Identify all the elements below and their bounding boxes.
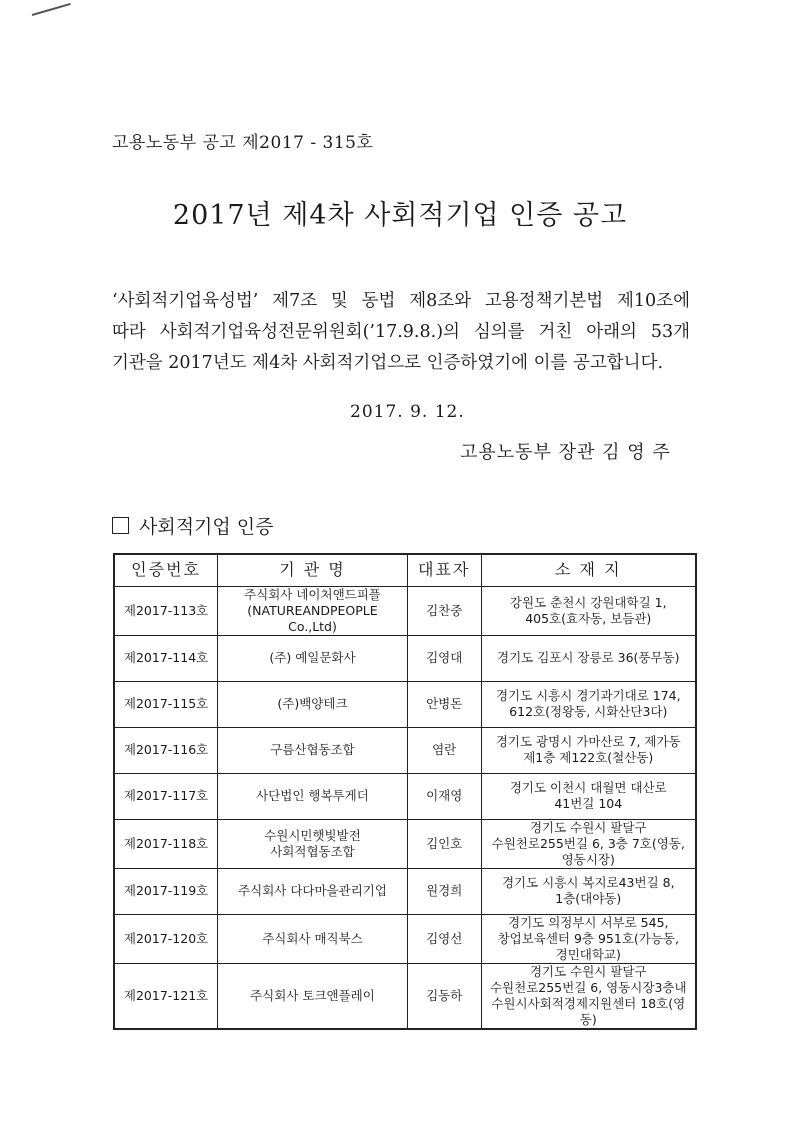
cert-number: 제2017-116호 (114, 727, 218, 773)
certification-table (113, 553, 697, 1030)
cert-number: 제2017-115호 (114, 681, 218, 727)
table-row (114, 963, 696, 1029)
address: 강원도 춘천시 강원대학길 1, 405호(효자동, 보듬관) (481, 586, 696, 635)
representative: 김영선 (407, 914, 481, 963)
announcement-body (112, 286, 690, 379)
representative: 염란 (407, 727, 481, 773)
header-cert-number: 인증번호 (114, 554, 218, 586)
body-line-2: 따라 사회적기업육성전문위원회(’17.9.8.)의 심의를 거친 아래의 53개 (112, 322, 690, 342)
cert-number: 제2017-117호 (114, 773, 218, 819)
table-row (114, 681, 696, 727)
address: 경기도 광명시 가마산로 7, 제가동 제1층 제122호(철산동) (481, 727, 696, 773)
cert-number: 제2017-120호 (114, 914, 218, 963)
org-name: (주) 예일문화사 (218, 635, 408, 681)
minister-signature: 고용노동부 장관 김 영 주 (460, 442, 671, 463)
table-row (114, 727, 696, 773)
representative: 김동하 (407, 963, 481, 1029)
cert-number: 제2017-119호 (114, 868, 218, 914)
address: 경기도 이천시 대월면 대산로 41번길 104 (481, 773, 696, 819)
section-heading (112, 512, 274, 539)
header-representative: 대표자 (407, 554, 481, 586)
table-row (114, 635, 696, 681)
section-title: 사회적기업 인증 (139, 516, 274, 538)
table-row (114, 773, 696, 819)
table-row (114, 868, 696, 914)
table-row (114, 914, 696, 963)
address: 경기도 시흥시 복지로43번길 8, 1층(대야동) (481, 868, 696, 914)
notice-number: 고용노동부 공고 제2017 - 315호 (112, 133, 374, 153)
cert-number: 제2017-121호 (114, 963, 218, 1029)
representative: 원경희 (407, 868, 481, 914)
org-name: 주식회사 네이처앤드피플 (NATUREANDPEOPLE Co.,Ltd) (218, 586, 408, 635)
address: 경기도 시흥시 경기과기대로 174, 612호(정왕동, 시화산단3다) (481, 681, 696, 727)
org-name: (주)백양테크 (218, 681, 408, 727)
cert-number: 제2017-113호 (114, 586, 218, 635)
checkbox-square-icon (112, 517, 129, 534)
body-line-3: 기관을 2017년도 제4차 사회적기업으로 인증하였기에 이를 공고합니다. (112, 353, 664, 373)
table-header-row (114, 554, 696, 586)
representative: 김인호 (407, 819, 481, 868)
org-name: 수원시민햇빛발전 사회적협동조합 (218, 819, 408, 868)
org-name: 구름산협동조합 (218, 727, 408, 773)
header-address: 소 재 지 (481, 554, 696, 586)
address: 경기도 의정부시 서부로 545, 창업보육센터 9층 951호(가능동, 경민대학교) (481, 914, 696, 963)
header-org-name: 기 관 명 (218, 554, 408, 586)
cert-number: 제2017-118호 (114, 819, 218, 868)
org-name: 주식회사 토크앤플레이 (218, 963, 408, 1029)
representative: 이재영 (407, 773, 481, 819)
representative: 안병돈 (407, 681, 481, 727)
announcement-date: 2017. 9. 12. (350, 402, 465, 422)
table-row (114, 819, 696, 868)
address: 경기도 수원시 팔달구 수원천로255번길 6, 영동시장3층내 수원시사회적경제지원센터 18호(영동) (481, 963, 696, 1029)
page-title: 2017년 제4차 사회적기업 인증 공고 (172, 200, 628, 231)
org-name: 주식회사 다다마을관리기업 (218, 868, 408, 914)
pen-mark (32, 3, 71, 16)
representative: 김찬중 (407, 586, 481, 635)
representative: 김영대 (407, 635, 481, 681)
org-name: 사단법인 행복투게더 (218, 773, 408, 819)
cert-number: 제2017-114호 (114, 635, 218, 681)
table-row (114, 586, 696, 635)
org-name: 주식회사 매직북스 (218, 914, 408, 963)
address: 경기도 김포시 장릉로 36(풍무동) (481, 635, 696, 681)
body-line-1: ‘사회적기업육성법’ 제7조 및 동법 제8조와 고용정책기본법 제10조에 (112, 291, 690, 311)
address: 경기도 수원시 팔달구 수원천로255번길 6, 3층 7호(영동, 영동시장) (481, 819, 696, 868)
